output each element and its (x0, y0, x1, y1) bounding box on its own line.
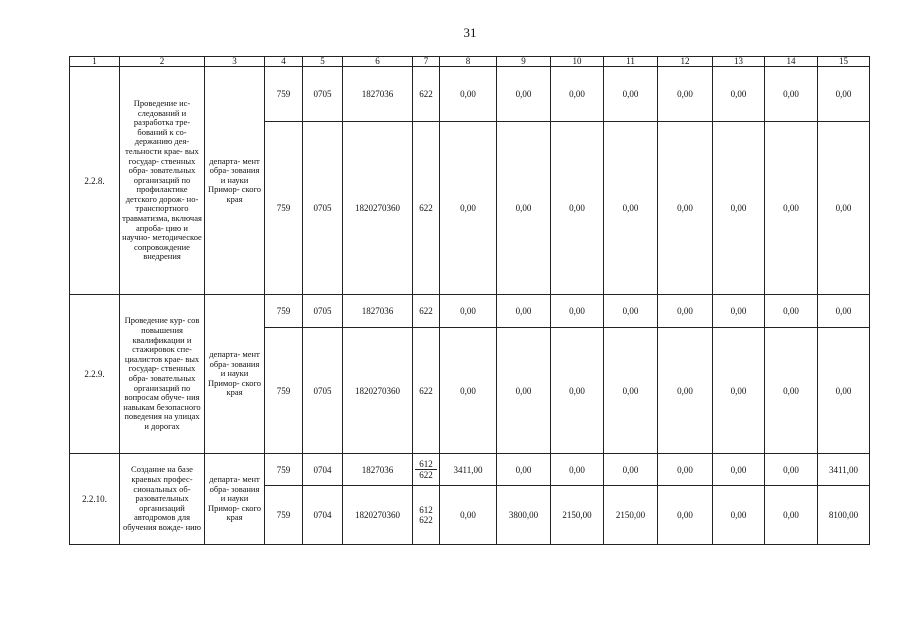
cell-target: 1820270360 (343, 486, 413, 545)
column-number-row (70, 57, 870, 67)
cell-amount: 0,00 (604, 454, 658, 486)
cell-target: 1827036 (343, 67, 413, 122)
cell-amount: 2150,00 (604, 486, 658, 545)
cell-amount: 0,00 (658, 486, 713, 545)
cell-grbs: 759 (265, 486, 303, 545)
budget-table (69, 56, 870, 545)
cell-grbs: 759 (265, 122, 303, 295)
col-header: 5 (303, 57, 343, 67)
cell-amount: 0,00 (765, 486, 818, 545)
item-code: 2.2.8. (70, 67, 120, 295)
cell-grbs: 759 (265, 67, 303, 122)
cell-section: 0704 (303, 486, 343, 545)
col-header: 2 (120, 57, 205, 67)
col-header: 15 (818, 57, 870, 67)
col-header: 1 (70, 57, 120, 67)
cell-vr: 612 (419, 505, 433, 515)
cell-total: 0,00 (818, 295, 870, 328)
cell-amount: 0,00 (440, 486, 497, 545)
cell-amount: 0,00 (765, 122, 818, 295)
item-name: Проведение кур- сов повышения квалификации и стажировок спе- циалистов крае- вых государ- ственных обра- зовательных организаций по вопросам обуче- ния навыкам безопасного поведения на улицах и дорогах (120, 295, 205, 454)
item-executor: департа- мент обра- зования и науки Примор- ского края (205, 454, 265, 545)
cell-amount: 0,00 (713, 122, 765, 295)
col-header: 3 (205, 57, 265, 67)
cell-total: 8100,00 (818, 486, 870, 545)
cell-amount: 0,00 (658, 295, 713, 328)
cell-amount: 0,00 (658, 122, 713, 295)
cell-target: 1827036 (343, 295, 413, 328)
item-code: 2.2.9. (70, 295, 120, 454)
cell-total: 0,00 (818, 122, 870, 295)
col-header: 14 (765, 57, 818, 67)
cell-amount: 0,00 (497, 67, 551, 122)
cell-target: 1827036 (343, 454, 413, 486)
item-executor: департа- мент обра- зования и науки Примор- ского края (205, 295, 265, 454)
col-header: 4 (265, 57, 303, 67)
cell-amount: 0,00 (551, 67, 604, 122)
cell-amount: 0,00 (551, 122, 604, 295)
table-row (70, 454, 870, 486)
cell-amount: 0,00 (765, 295, 818, 328)
cell-amount: 0,00 (497, 295, 551, 328)
cell-amount: 0,00 (713, 328, 765, 454)
col-header: 8 (440, 57, 497, 67)
cell-amount: 0,00 (497, 328, 551, 454)
col-header: 11 (604, 57, 658, 67)
cell-section: 0705 (303, 295, 343, 328)
cell-amount: 3800,00 (497, 486, 551, 545)
cell-amount: 0,00 (658, 328, 713, 454)
cell-grbs: 759 (265, 328, 303, 454)
item-name: Создание на базе краевых профес- сиональных об- разовательных организаций автодромов для обучения вожде- нию (120, 454, 205, 545)
cell-total: 3411,00 (818, 454, 870, 486)
cell-amount: 0,00 (765, 67, 818, 122)
table-row (70, 67, 870, 122)
cell-amount: 0,00 (440, 328, 497, 454)
cell-vr-split (413, 486, 440, 545)
cell-amount: 0,00 (604, 328, 658, 454)
cell-section: 0705 (303, 67, 343, 122)
cell-vr: 622 (415, 469, 437, 480)
table-row (70, 295, 870, 328)
page-number: 31 (463, 25, 477, 40)
cell-vr: 622 (413, 328, 440, 454)
cell-total: 0,00 (818, 328, 870, 454)
col-header: 13 (713, 57, 765, 67)
cell-amount: 0,00 (497, 122, 551, 295)
cell-amount: 0,00 (765, 454, 818, 486)
col-header: 10 (551, 57, 604, 67)
cell-vr-split (413, 454, 440, 486)
cell-amount: 0,00 (713, 295, 765, 328)
cell-grbs: 759 (265, 454, 303, 486)
cell-vr: 622 (419, 515, 433, 525)
cell-amount: 0,00 (604, 295, 658, 328)
cell-amount: 0,00 (713, 67, 765, 122)
cell-amount: 0,00 (658, 67, 713, 122)
cell-amount: 0,00 (440, 67, 497, 122)
cell-grbs: 759 (265, 295, 303, 328)
cell-amount: 0,00 (440, 295, 497, 328)
cell-amount: 0,00 (765, 328, 818, 454)
cell-amount: 0,00 (551, 295, 604, 328)
cell-amount: 0,00 (604, 67, 658, 122)
col-header: 12 (658, 57, 713, 67)
cell-vr: 622 (413, 295, 440, 328)
cell-amount: 0,00 (713, 454, 765, 486)
cell-amount: 0,00 (713, 486, 765, 545)
col-header: 7 (413, 57, 440, 67)
cell-amount: 2150,00 (551, 486, 604, 545)
cell-amount: 0,00 (658, 454, 713, 486)
cell-vr: 622 (413, 67, 440, 122)
cell-target: 1820270360 (343, 122, 413, 295)
cell-amount: 0,00 (551, 328, 604, 454)
item-executor: департа- мент обра- зования и науки Примор- ского края (205, 67, 265, 295)
item-name: Проведение ис- следований и разработка тре- бований к со- держанию дея- тельности крае- вых государ- ственных обра- зовательных организаций по профилактике детского дорож- но- транспортного травматизма, включая апроба- цию и научно- методическое сопровождение внедрения (120, 67, 205, 295)
col-header: 6 (343, 57, 413, 67)
cell-section: 0704 (303, 454, 343, 486)
cell-vr: 622 (413, 122, 440, 295)
item-code: 2.2.10. (70, 454, 120, 545)
cell-target: 1820270360 (343, 328, 413, 454)
cell-vr: 612 (419, 459, 433, 469)
cell-amount: 3411,00 (440, 454, 497, 486)
cell-section: 0705 (303, 122, 343, 295)
col-header: 9 (497, 57, 551, 67)
cell-section: 0705 (303, 328, 343, 454)
cell-total: 0,00 (818, 67, 870, 122)
cell-amount: 0,00 (497, 454, 551, 486)
cell-amount: 0,00 (604, 122, 658, 295)
cell-amount: 0,00 (551, 454, 604, 486)
cell-amount: 0,00 (440, 122, 497, 295)
